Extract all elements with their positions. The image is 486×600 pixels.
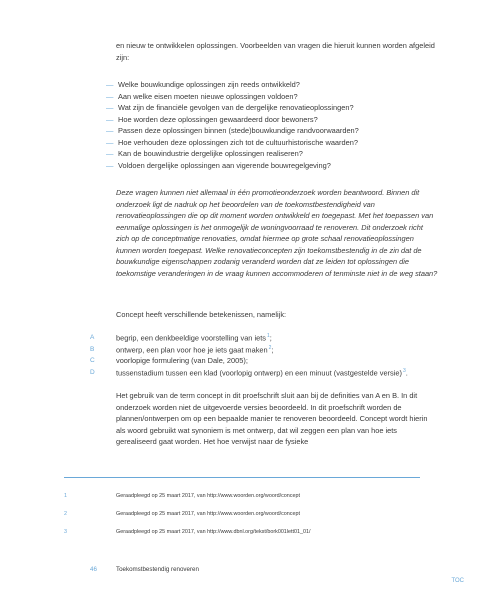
- footnote-ref[interactable]: 1: [266, 333, 270, 340]
- question-text: Hoe verhouden deze oplossingen zich tot de cultuurhistorische waarden?: [118, 137, 358, 147]
- definition-text: ontwerp, een plan voor hoe je iets gaat maken$^2$;: [116, 344, 274, 355]
- running-title: Toekomstbestendig renoveren: [116, 566, 199, 573]
- dash-bullet-icon: —: [106, 160, 114, 170]
- dash-bullet-icon: —: [106, 91, 114, 101]
- footnote: [64, 505, 434, 523]
- definition-text: begrip, een denkbeeldige voorstelling van iets$^1$;: [116, 333, 272, 343]
- footnote-text: Geraadpleegd op 25 maart 2017, van http://www.woorden.org/woord/concept: [116, 493, 300, 499]
- question-text: Passen deze oplossingen binnen (stede)bouwkundige randvoorwaarden?: [118, 126, 359, 135]
- intro-paragraph: en nieuw te ontwikkelen oplossingen. Voorbeelden van vragen die hieruit kunnen worden afgeleid zijn:: [116, 41, 435, 62]
- meanings-intro: Concept heeft verschillende betekenissen, namelijk:: [116, 310, 287, 319]
- toc-link[interactable]: TOC: [451, 578, 464, 584]
- footnote: [64, 487, 434, 505]
- question-text: Voldoen dergelijke oplossingen aan vigerende bouwregelgeving?: [118, 160, 331, 170]
- footnote-divider: [64, 477, 420, 478]
- footnote-number: 3: [64, 529, 67, 535]
- dash-bullet-icon: —: [106, 80, 114, 89]
- footnote-text: Geraadpleegd op 25 maart 2017, van http://www.dbnl.org/tekst/bork001lett01_01/: [116, 529, 311, 535]
- dash-bullet-icon: —: [106, 114, 114, 124]
- question-text: Hoe worden deze oplossingen gewaardeerd door bewoners?: [118, 114, 318, 124]
- definition-text: voorlopige formulering (van Dale, 2005);: [116, 356, 248, 365]
- list-item: [90, 332, 450, 344]
- question-text: Kan de bouwindustrie dergelijke oplossingen realiseren?: [118, 149, 303, 158]
- footnote-ref[interactable]: 3: [402, 367, 406, 374]
- page-footer: [90, 566, 199, 573]
- page-number: 46: [90, 566, 97, 573]
- footnote-number: 1: [64, 493, 67, 499]
- list-item: [106, 160, 446, 172]
- dash-bullet-icon: —: [106, 137, 114, 147]
- list-item: [90, 367, 450, 379]
- italic-paragraph: Deze vragen kunnen niet allemaal in één promotieonderzoek worden beantwoord. Binnen dit onderzoek ligt de nadruk op het beoordelen van de toekomstbestendigheid van renovatieoplossingen die op dit moment worden ontwikkeld en toegepast. Met het toepassen van eenmalige oplossingen is het onmogelijk de woningvoorraad te renoveren. Dit onderzoek richt zich op de conceptmatige renovaties, omdat hiermee op grote schaal renovatieoplossingen kunnen worden toegepast. Welke renovatieconcepten zijn toekomstbestendig in de zin dat de bouwkundige eigenschappen zodanig veranderd worden dat ze leiden tot oplossingen die toekomstige veranderingen in de vraag kunnen accommoderen of tenminste niet in de weg staan?: [116, 188, 438, 278]
- footnote-number: 2: [64, 511, 67, 517]
- closing-paragraph: Het gebruik van de term concept in dit proefschrift sluit aan bij de definities van A en B. In dit onderzoek worden niet de uitgevoerde versies beoordeeld. In dit proefschrift worden de plannen/ontwerpen om op een bepaalde manier te renoveren beoordeeld. Concept wordt hierin als woord gebruikt wat synoniem is met ontwerp, dat wil zeggen een plan van hoe iets gerealiseerd gaat worden. Het hoe verwijst naar de fysieke: [116, 391, 428, 446]
- dash-bullet-icon: —: [106, 126, 114, 135]
- list-item: [90, 344, 450, 356]
- question-list: [106, 79, 446, 171]
- definition-letter: D: [90, 368, 95, 376]
- dash-bullet-icon: —: [106, 149, 114, 158]
- footnotes: [64, 487, 434, 541]
- list-item: [106, 137, 446, 149]
- footnote-text: Geraadpleegd op 25 maart 2017, van http://www.woorden.org/woord/concept: [116, 511, 300, 517]
- list-item: [106, 114, 446, 126]
- question-text: Aan welke eisen moeten nieuwe oplossingen voldoen?: [118, 91, 298, 101]
- definition-text: tussenstadium tussen een klad (voorlopig ontwerp) en een minuut (vastgestelde versie)$^3$.: [116, 367, 408, 378]
- question-text: Welke bouwkundige oplossingen zijn reeds ontwikkeld?: [118, 80, 300, 89]
- definition-list: [90, 332, 450, 378]
- list-item: [106, 79, 446, 91]
- list-item: [106, 125, 446, 137]
- definition-letter: A: [90, 334, 95, 341]
- definition-letter: C: [90, 357, 95, 364]
- list-item: [106, 102, 446, 114]
- footnote-ref[interactable]: 2: [268, 344, 272, 351]
- question-text: Wat zijn de financiële gevolgen van de dergelijke renovatieoplossingen?: [118, 103, 354, 112]
- list-item: [90, 355, 450, 367]
- footnote: [64, 523, 434, 541]
- list-item: [106, 148, 446, 160]
- definition-letter: B: [90, 345, 95, 353]
- list-item: [106, 91, 446, 103]
- dash-bullet-icon: —: [106, 103, 114, 112]
